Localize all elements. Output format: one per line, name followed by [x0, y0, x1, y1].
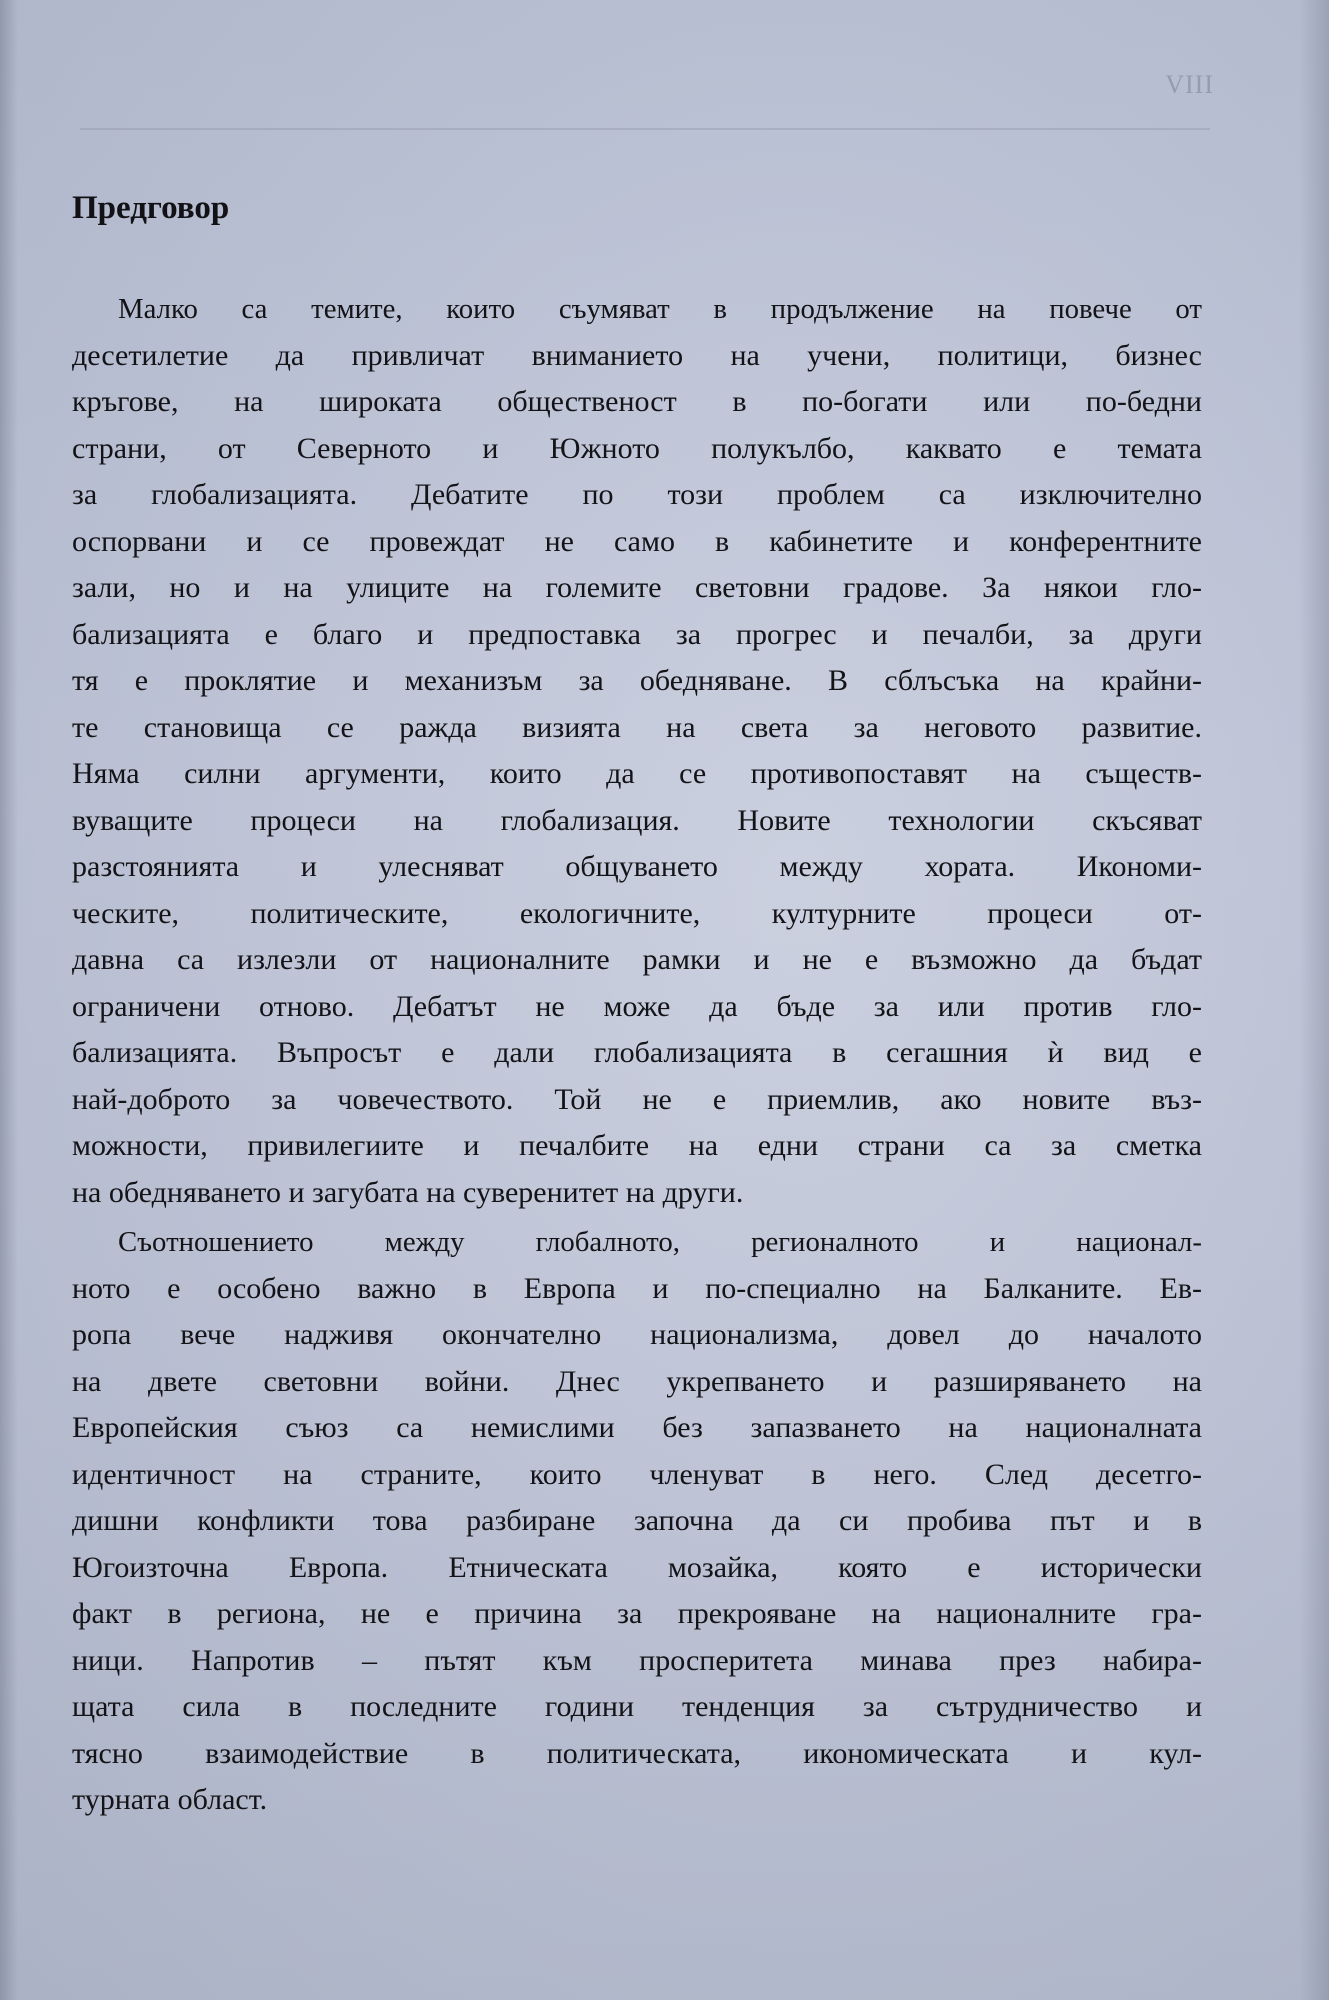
text-line: давна са излезли от националните рамки и не е възможно да бъдат: [72, 943, 1202, 976]
text-line: на обедняването и загубата на суверенитет на други.: [72, 1175, 744, 1209]
text-line: разстоянията и улесняват общуването между хората. Икономи-: [72, 850, 1202, 883]
text-line: ното е особено важно в Европа и по-специално на Балканите. Ев-: [72, 1271, 1202, 1305]
page-content: [72, 180, 1202, 1824]
text-line: дишни конфликти това разбиране започна да си пробива път и в: [72, 1504, 1202, 1537]
text-line: кръгове, на широката общественост в по-богати или по-бедни: [72, 385, 1202, 418]
page-gutter-shadow: [0, 0, 18, 2000]
text-line: бализацията. Въпросът е дали глобализацията в сегашния ѝ вид е: [72, 1036, 1202, 1069]
text-line: Съотношението между глобалното, регионалното и национал-: [118, 1226, 1202, 1258]
text-line: факт в региона, не е причина за прекрояване на националните гра-: [72, 1597, 1202, 1630]
paragraph-1: [72, 286, 1202, 1216]
text-line: те становища се ражда визията на света за неговото развитие.: [72, 710, 1202, 744]
page-title: Предговор: [72, 190, 230, 226]
header-rule: [80, 128, 1210, 130]
text-line: десетилетие да привличат вниманието на учени, политици, бизнес: [72, 338, 1202, 372]
text-line: Югоизточна Европа. Етническата мозайка, която е исторически: [72, 1550, 1202, 1584]
text-line: Европейския съюз са немислими без запазването на националната: [72, 1411, 1202, 1444]
text-line: можности, привилегиите и печалбите на едни страни са за сметка: [72, 1129, 1202, 1162]
text-line: ограничени отново. Дебатът не може да бъде за или против гло-: [72, 989, 1202, 1023]
text-line: ропа вече надживя окончателно национализма, довел до началото: [72, 1318, 1202, 1351]
text-line: турната област.: [72, 1783, 268, 1816]
text-line: вуващите процеси на глобализация. Новите технологии скъсяват: [72, 803, 1202, 837]
text-line: щата сила в последните години тенденция за сътрудничество и: [72, 1690, 1202, 1723]
page-edge-shadow: [1299, 0, 1329, 2000]
text-line: бализацията е благо и предпоставка за прогрес и печалби, за други: [72, 617, 1202, 651]
text-line: за глобализацията. Дебатите по този проблем са изключително: [72, 478, 1202, 511]
text-line: Малко са темите, които съумяват в продължение на повече от: [118, 293, 1202, 325]
text-line: ници. Напротив – пътят към просперитета минава през набира-: [72, 1643, 1202, 1677]
text-line: оспорвани и се провеждат не само в кабинетите и конферентните: [72, 524, 1202, 558]
text-line: тя е проклятие и механизъм за обедняване. В сблъсъка на крайни-: [72, 664, 1202, 697]
text-line: на двете световни войни. Днес укрепването и разширяването на: [72, 1364, 1202, 1398]
page-number: VIII: [1165, 70, 1214, 99]
text-line: Няма силни аргументи, които да се противопоставят на съществ-: [72, 757, 1202, 790]
text-line: най-доброто за човечеството. Той не е приемлив, ако новите въз-: [72, 1082, 1202, 1116]
text-line: ческите, политическите, екологичните, културните процеси от-: [72, 896, 1202, 930]
text-line: идентичност на страните, които членуват в него. След десетго-: [72, 1457, 1202, 1491]
text-line: тясно взаимодействие в политическата, икономическата и кул-: [72, 1736, 1202, 1770]
text-line: страни, от Северното и Южното полукълбо, каквато е темата: [72, 431, 1202, 465]
text-line: зали, но и на улиците на големите световни градове. За някои гло-: [72, 571, 1202, 604]
paragraph-2: [72, 1219, 1202, 1824]
